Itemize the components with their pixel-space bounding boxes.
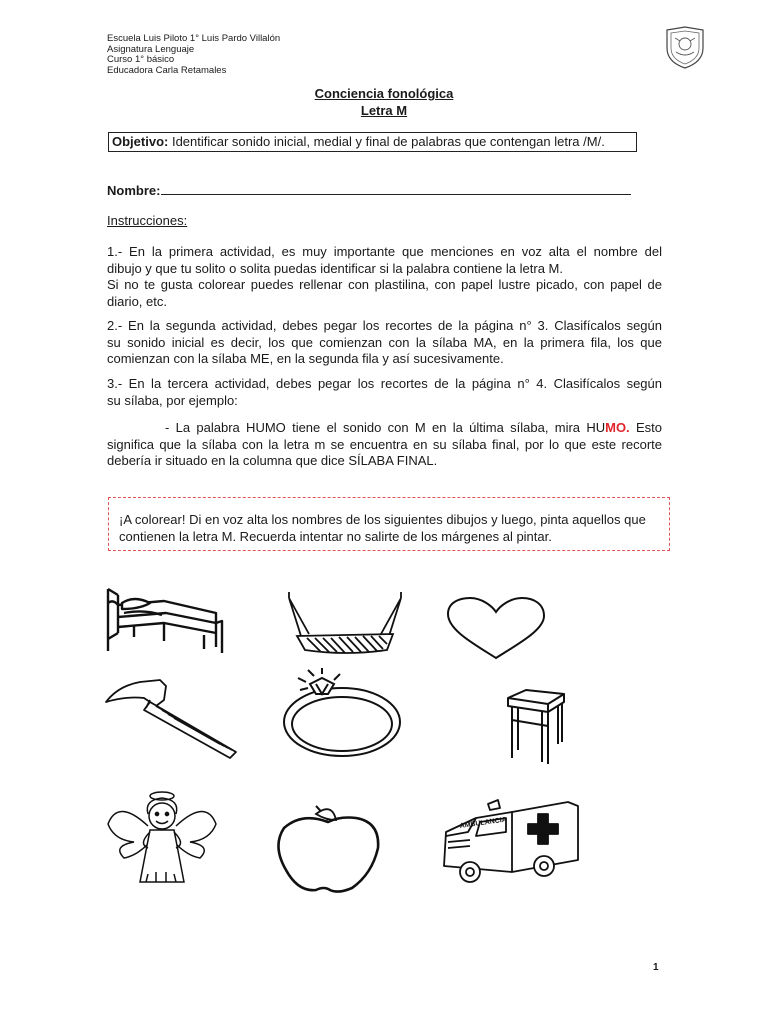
instruction-3-line: su sílaba, por ejemplo:	[107, 392, 238, 408]
header-teacher: Educadora Carla Retamales	[107, 64, 227, 76]
example-text-end: Esto	[629, 420, 662, 435]
instruction-2-line: comienzan con la sílaba ME, en la segunda fila y así sucesivamente.	[107, 351, 504, 366]
example-text: - La palabra HUMO tiene el sonido con M en la última sílaba, mira HU	[165, 420, 606, 435]
objective-text: Identificar sonido inicial, medial y final de palabras que contengan letra /M/.	[168, 134, 605, 149]
name-field[interactable]	[107, 182, 631, 198]
apple-picture[interactable]	[272, 804, 388, 896]
instruction-3	[107, 376, 662, 409]
angel-picture[interactable]	[104, 786, 220, 886]
example-highlight: MO.	[605, 420, 630, 435]
page-subtitle: Letra M	[360, 103, 408, 118]
ambulance-picture[interactable]	[440, 796, 582, 888]
instruction-2	[107, 318, 662, 368]
example-line	[107, 420, 662, 437]
name-line[interactable]	[161, 182, 631, 195]
instruction-3-line: 3.- En la tercera actividad, debes pegar los recortes de la página n° 4. Clasifícalos según	[107, 376, 662, 391]
ring-picture[interactable]	[270, 668, 406, 760]
instructions-heading: Instrucciones:	[107, 213, 188, 228]
instruction-1-line: Si no te gusta colorear puedes rellenar con plastilina, con papel lustre picado, con papel de	[107, 277, 662, 292]
example-line: significa que la sílaba con la letra m se encuentra en su sílaba final, por lo que este recorte	[107, 436, 662, 452]
ambulance-label: AMBULANCIA	[459, 816, 508, 830]
coloring-instruction-line: contienen la letra M. Recuerda intentar no salirte de los márgenes al pintar.	[119, 528, 552, 544]
name-label: Nombre:	[107, 183, 161, 198]
heart-picture[interactable]	[444, 596, 548, 662]
page-title: Conciencia fonológica	[314, 86, 454, 101]
instruction-1-line: diario, etc.	[107, 293, 167, 309]
page-number: 1	[653, 962, 659, 973]
example-paragraph	[107, 420, 662, 470]
example-line: debería ir situado en la columna que dice SÍLABA FINAL.	[107, 453, 438, 468]
instruction-1	[107, 244, 662, 310]
header-course: Curso 1° básico	[107, 54, 175, 65]
school-header	[107, 34, 280, 76]
school-seal-icon	[662, 24, 708, 70]
objective-box	[108, 132, 637, 152]
bed-picture[interactable]	[104, 583, 224, 655]
header-subject: Asignatura Lenguaje	[107, 43, 195, 55]
instruction-2-line: su sonido inicial es decir, los que comienzan con la sílaba MA, en la primera fila, los que	[107, 334, 662, 350]
hammer-picture[interactable]	[104, 676, 240, 760]
hammock-picture[interactable]	[283, 586, 407, 658]
instruction-2-line: 2.- En la segunda actividad, debes pegar los recortes de la página n° 3. Clasifícalos según	[107, 318, 662, 333]
instruction-1-line: dibujo y que tu solito o solita puedas identificar si la palabra contiene la letra M.	[107, 260, 563, 276]
header-school: Escuela Luis Piloto 1° Luis Pardo Villalón	[107, 33, 281, 44]
coloring-instruction-box	[108, 497, 670, 551]
coloring-instruction-line: ¡A colorear! Di en voz alta los nombres de los siguientes dibujos y luego, pinta aquellos que	[119, 512, 646, 527]
objective-label: Objetivo:	[112, 134, 169, 149]
table-picture[interactable]	[504, 688, 568, 764]
instruction-1-line: 1.- En la primera actividad, es muy importante que menciones en voz alta el nombre del	[107, 244, 662, 259]
